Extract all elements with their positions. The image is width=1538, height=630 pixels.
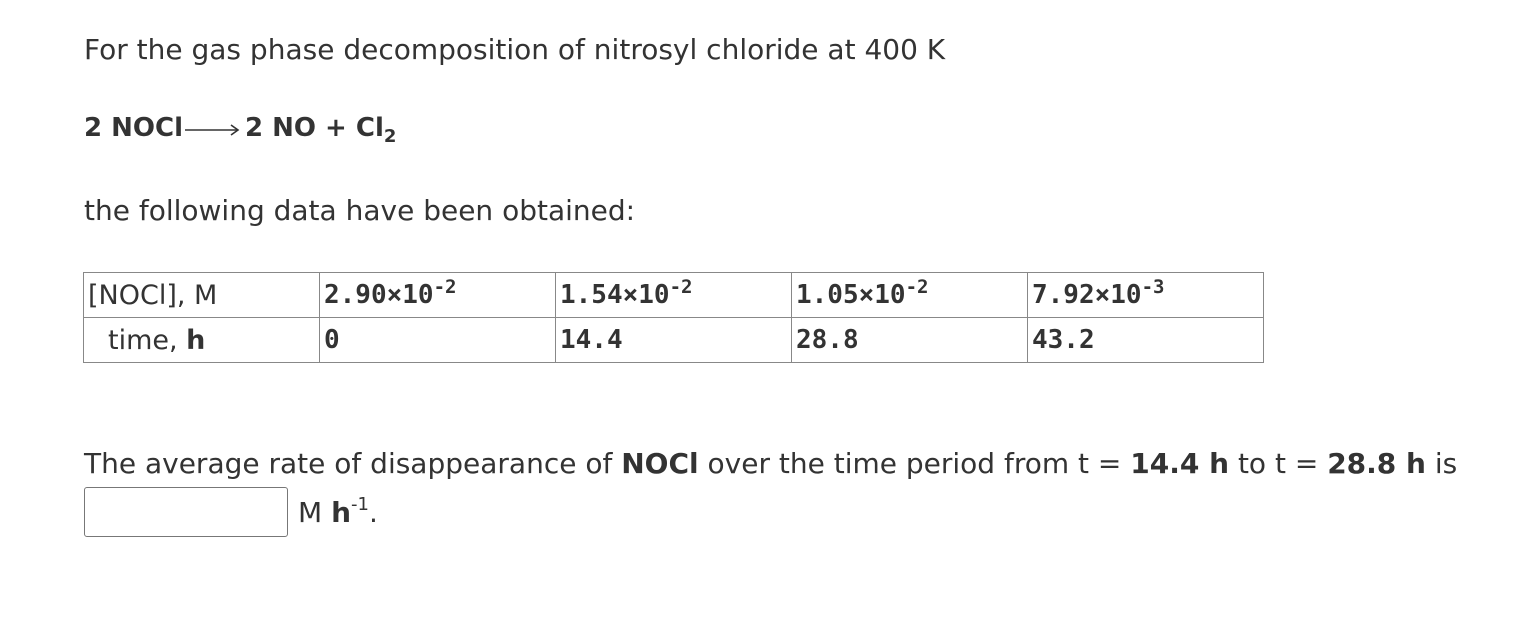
- answer-row: [84, 486, 378, 538]
- reaction-equation: [84, 113, 396, 147]
- concentration-label: [NOCl], M: [84, 273, 320, 318]
- start-time: 14.4 h: [1130, 447, 1230, 480]
- question-text: The average rate of disappearance of NOCl over the time period from t = 14.4 h to t = 28.8 h is: [84, 447, 1458, 480]
- products: 2 NO + Cl: [245, 113, 384, 143]
- problem-intro: For the gas phase decomposition of nitrosyl chloride at 400 K: [84, 33, 946, 66]
- time-label: time, h: [84, 318, 320, 363]
- concentration-cell: $2.90\times 10^{-2}$: [320, 273, 556, 318]
- concentration-cell: $1.54\times 10^{-2}$: [556, 273, 792, 318]
- concentration-row: [84, 273, 1264, 318]
- time-cell: 28.8: [792, 318, 1028, 363]
- time-cell: 0: [320, 318, 556, 363]
- end-time: 28.8 h: [1327, 447, 1426, 480]
- data-intro-text: the following data have been obtained:: [84, 194, 636, 227]
- reaction-arrow-icon: [185, 114, 243, 144]
- data-table: [83, 272, 1264, 363]
- time-cell: 43.2: [1028, 318, 1264, 363]
- time-row: [84, 318, 1264, 363]
- species-name: NOCl: [621, 447, 699, 480]
- chlorine-subscript: 2: [383, 126, 397, 147]
- answer-input[interactable]: [84, 487, 288, 537]
- reactant: 2 NOCl: [84, 113, 183, 143]
- concentration-cell: $7.92\times 10^{-3}$: [1028, 273, 1264, 318]
- time-cell: 14.4: [556, 318, 792, 363]
- answer-unit: M $h^{-1}$.: [298, 493, 378, 529]
- concentration-cell: $1.05\times 10^{-2}$: [792, 273, 1028, 318]
